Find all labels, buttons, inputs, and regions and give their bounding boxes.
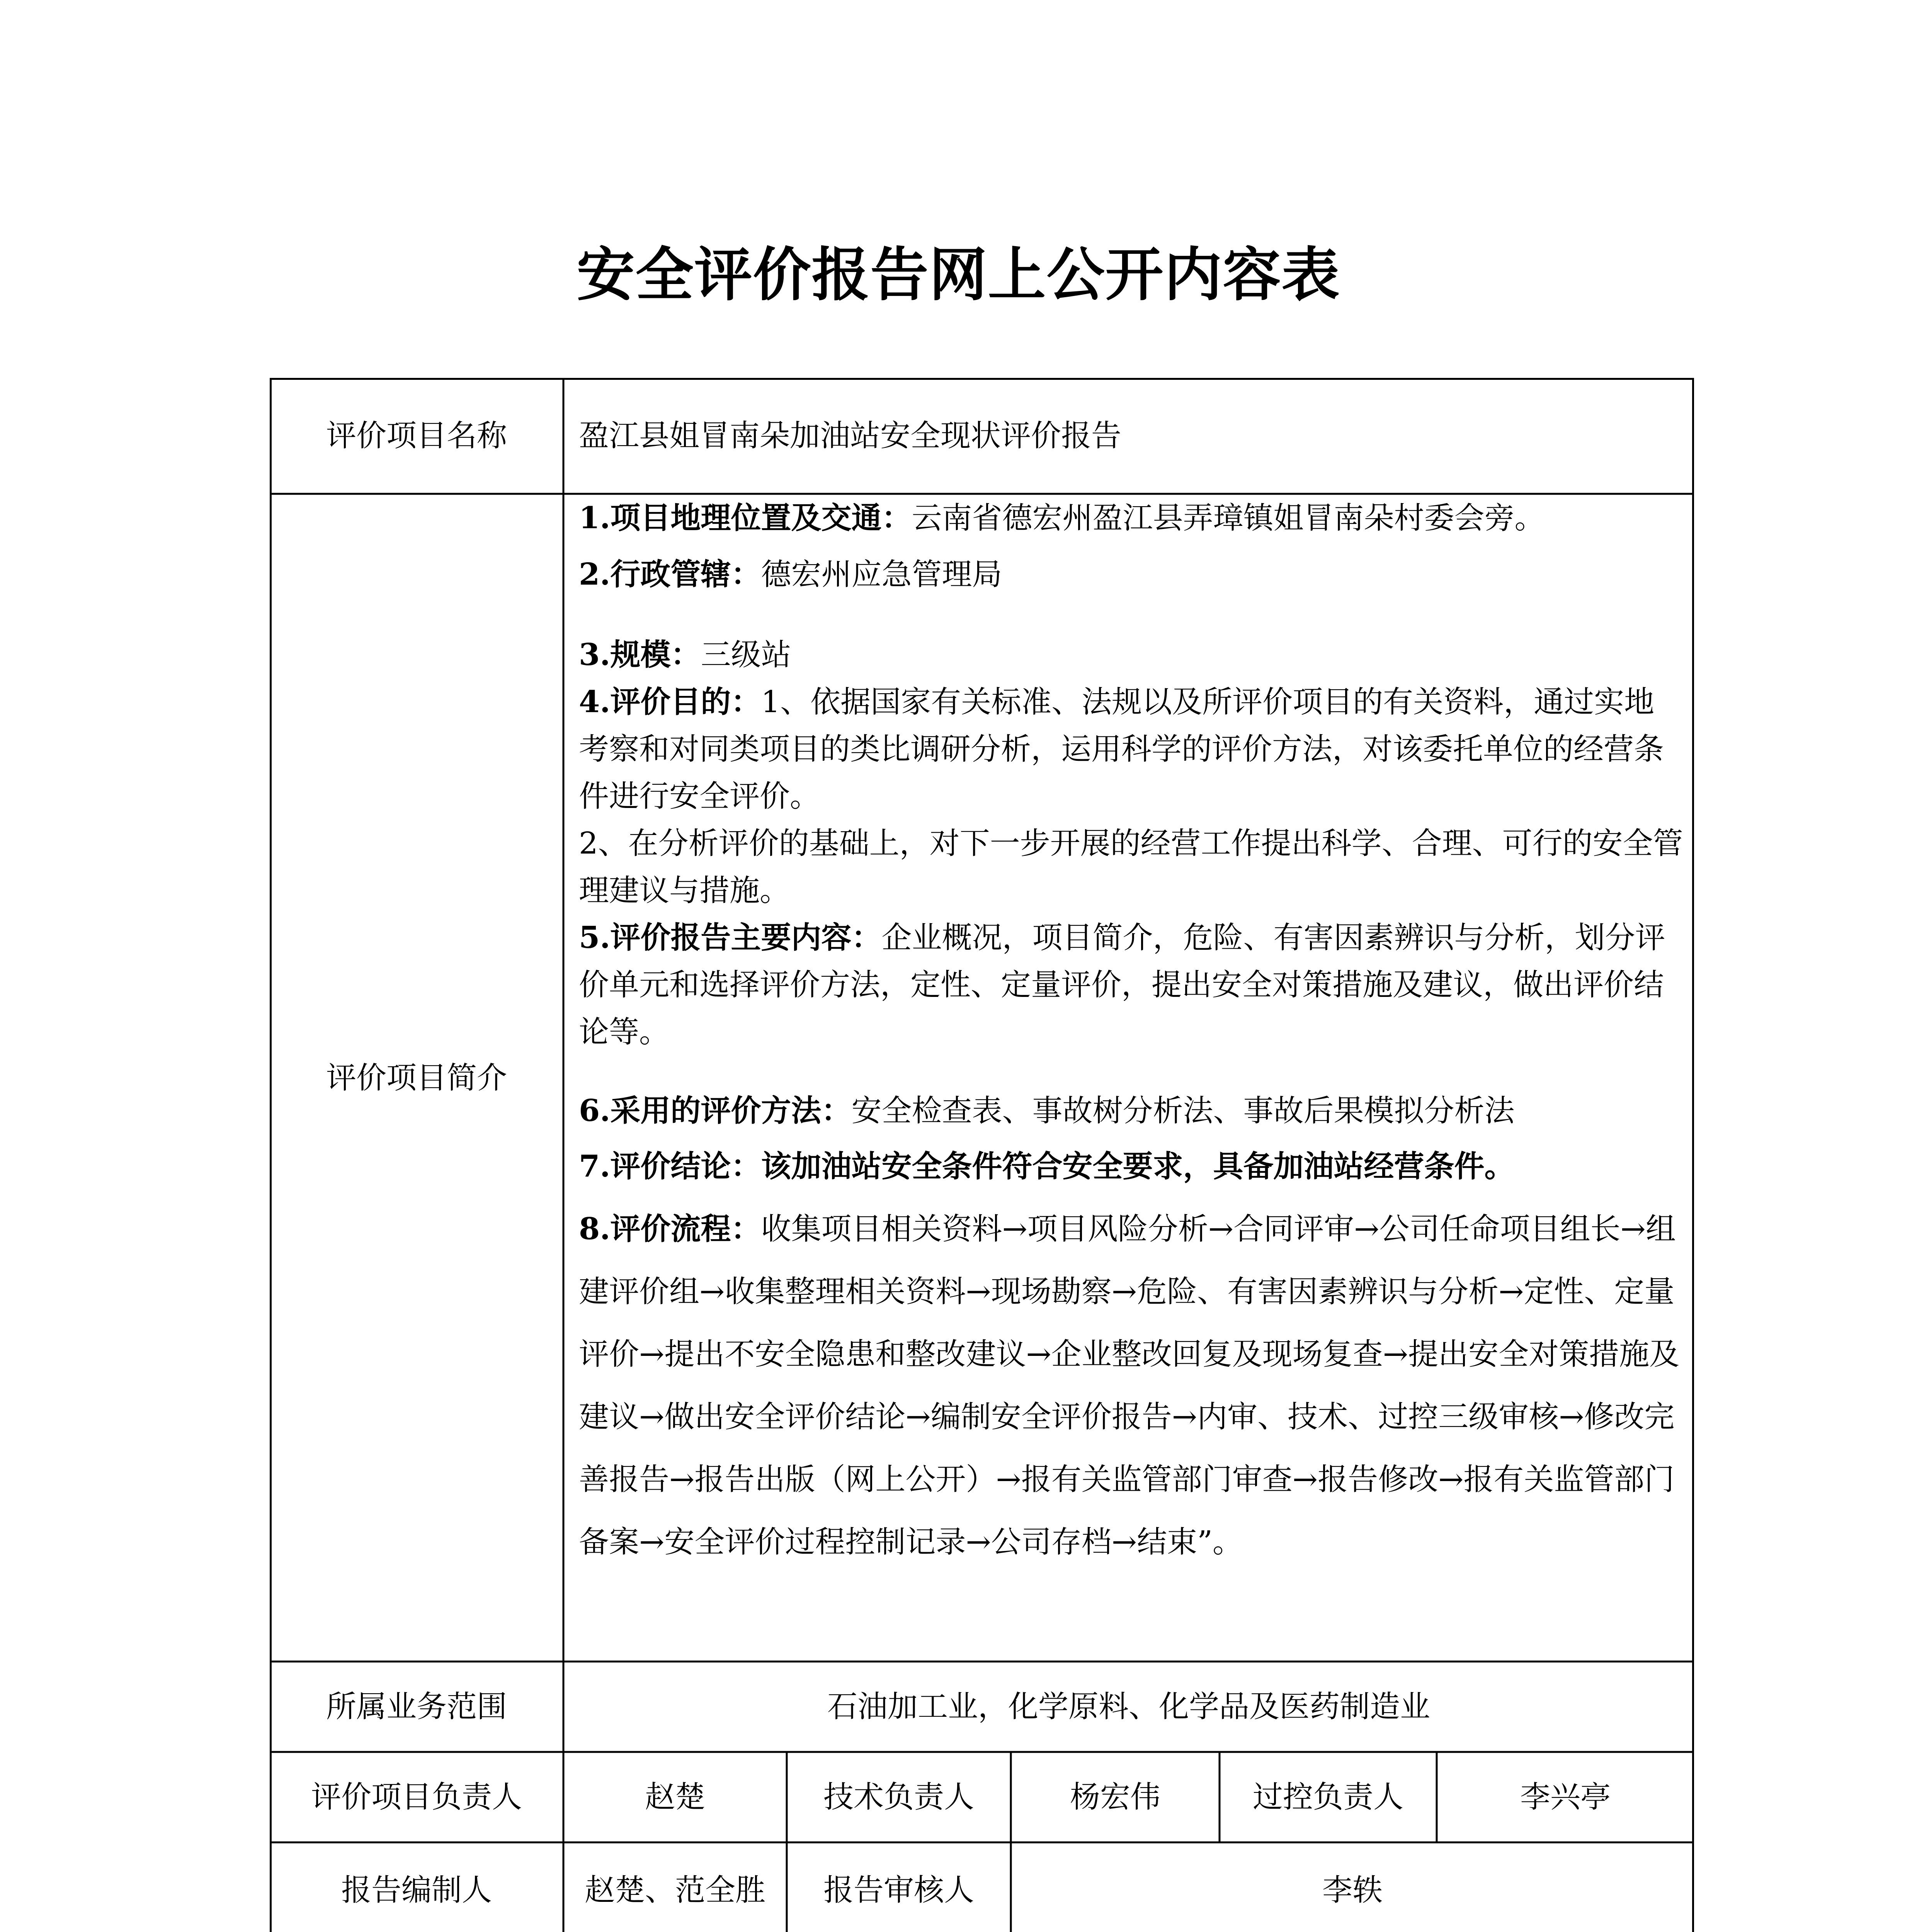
intro-item-scale — [579, 631, 1684, 679]
intro-label: 评价项目简介 — [326, 1061, 507, 1095]
reviewer-value: 李轶 — [1322, 1873, 1383, 1908]
project-name-value: 盈江县姐冒南朵加油站安全现状评价报告 — [579, 418, 1122, 453]
intro-item-process — [579, 1198, 1684, 1573]
intro-item-body: 德宏州应急管理局 — [761, 557, 1002, 592]
page-title: 安全评价报告网上公开内容表 — [577, 242, 1340, 309]
compiler-value: 赵楚、范全胜 — [584, 1873, 765, 1908]
intro-item-body: 云南省德宏州盈江县弄璋镇姐冒南朵村委会旁。 — [912, 501, 1545, 536]
intro-item-contents — [579, 914, 1684, 1056]
intro-item-body: 该加油站安全条件符合安全要求，具备加油站经营条件。 — [761, 1149, 1515, 1184]
intro-item-jurisdiction — [579, 551, 1684, 598]
business-scope-label: 所属业务范围 — [326, 1689, 507, 1724]
tech-lead-label: 技术负责人 — [823, 1780, 974, 1815]
tech-lead-value: 杨宏伟 — [1070, 1780, 1160, 1815]
disclosure-table — [270, 378, 1694, 1932]
intro-item-head: 1.项目地理位置及交通： — [579, 500, 912, 536]
intro-item-body: 安全检查表、事故树分析法、事故后果模拟分析法 — [851, 1094, 1515, 1128]
intro-item-head: 2.行政管辖： — [579, 557, 761, 592]
intro-item-body: 三级站 — [701, 638, 791, 672]
process-lead-value: 李兴亭 — [1520, 1780, 1611, 1815]
intro-item-body: 1、依据国家有关标准、法规以及所评价项目的有关资料，通过实地考察和对同类项目的类比调研分析，运用科学的评价方法，对该委托单位的经营条件进行安全评价。 — [579, 685, 1664, 814]
intro-item-head: 5.评价报告主要内容： — [579, 920, 882, 955]
reviewer-label: 报告审核人 — [823, 1873, 974, 1908]
intro-item-head: 6.采用的评价方法： — [579, 1093, 852, 1128]
intro-item-conclusion — [579, 1143, 1684, 1190]
intro-item-location — [579, 495, 1684, 542]
business-scope-value: 石油加工业，化学原料、化学品及医药制造业 — [827, 1689, 1430, 1724]
intro-item-head: 7.评价结论： — [579, 1149, 761, 1184]
intro-item-methods — [579, 1087, 1684, 1134]
intro-item-head: 4.评价目的： — [579, 684, 761, 719]
process-lead-label: 过控负责人 — [1252, 1780, 1403, 1815]
intro-item-purpose — [579, 679, 1684, 820]
intro-item-head: 8.评价流程： — [579, 1211, 761, 1247]
project-lead-value: 赵楚 — [645, 1780, 705, 1815]
intro-item-body: 收集项目相关资料→项目风险分析→合同评审→公司任命项目组长→组建评价组→收集整理相关资料→现场勘察→危险、有害因素辨识与分析→定性、定量评价→提出不安全隐患和整改建议→企业整改回复及现场复查→提出安全对策措施及建议→做出安全评价结论→编制安全评价报告→内审、技术、过控三级审核→修改完善报告→报告出版（网上公开）→报有关监管部门审查→报告修改→报有关监管部门备案→安全评价过程控制记录→公司存档→结束”。 — [579, 1212, 1680, 1560]
intro-item-body: 2、在分析评价的基础上，对下一步开展的经营工作提出科学、合理、可行的安全管理建议与措施。 — [579, 826, 1683, 908]
intro-item-purpose-2 — [579, 820, 1684, 914]
compiler-label: 报告编制人 — [341, 1873, 492, 1908]
intro-item-head: 3.规模： — [579, 637, 701, 672]
project-lead-label: 评价项目负责人 — [311, 1780, 522, 1815]
project-name-label: 评价项目名称 — [326, 418, 507, 453]
intro-item-body: 企业概况，项目简介，危险、有害因素辨识与分析，划分评价单元和选择评价方法，定性、定量评价，提出安全对策措施及建议，做出评价结论等。 — [579, 920, 1665, 1049]
